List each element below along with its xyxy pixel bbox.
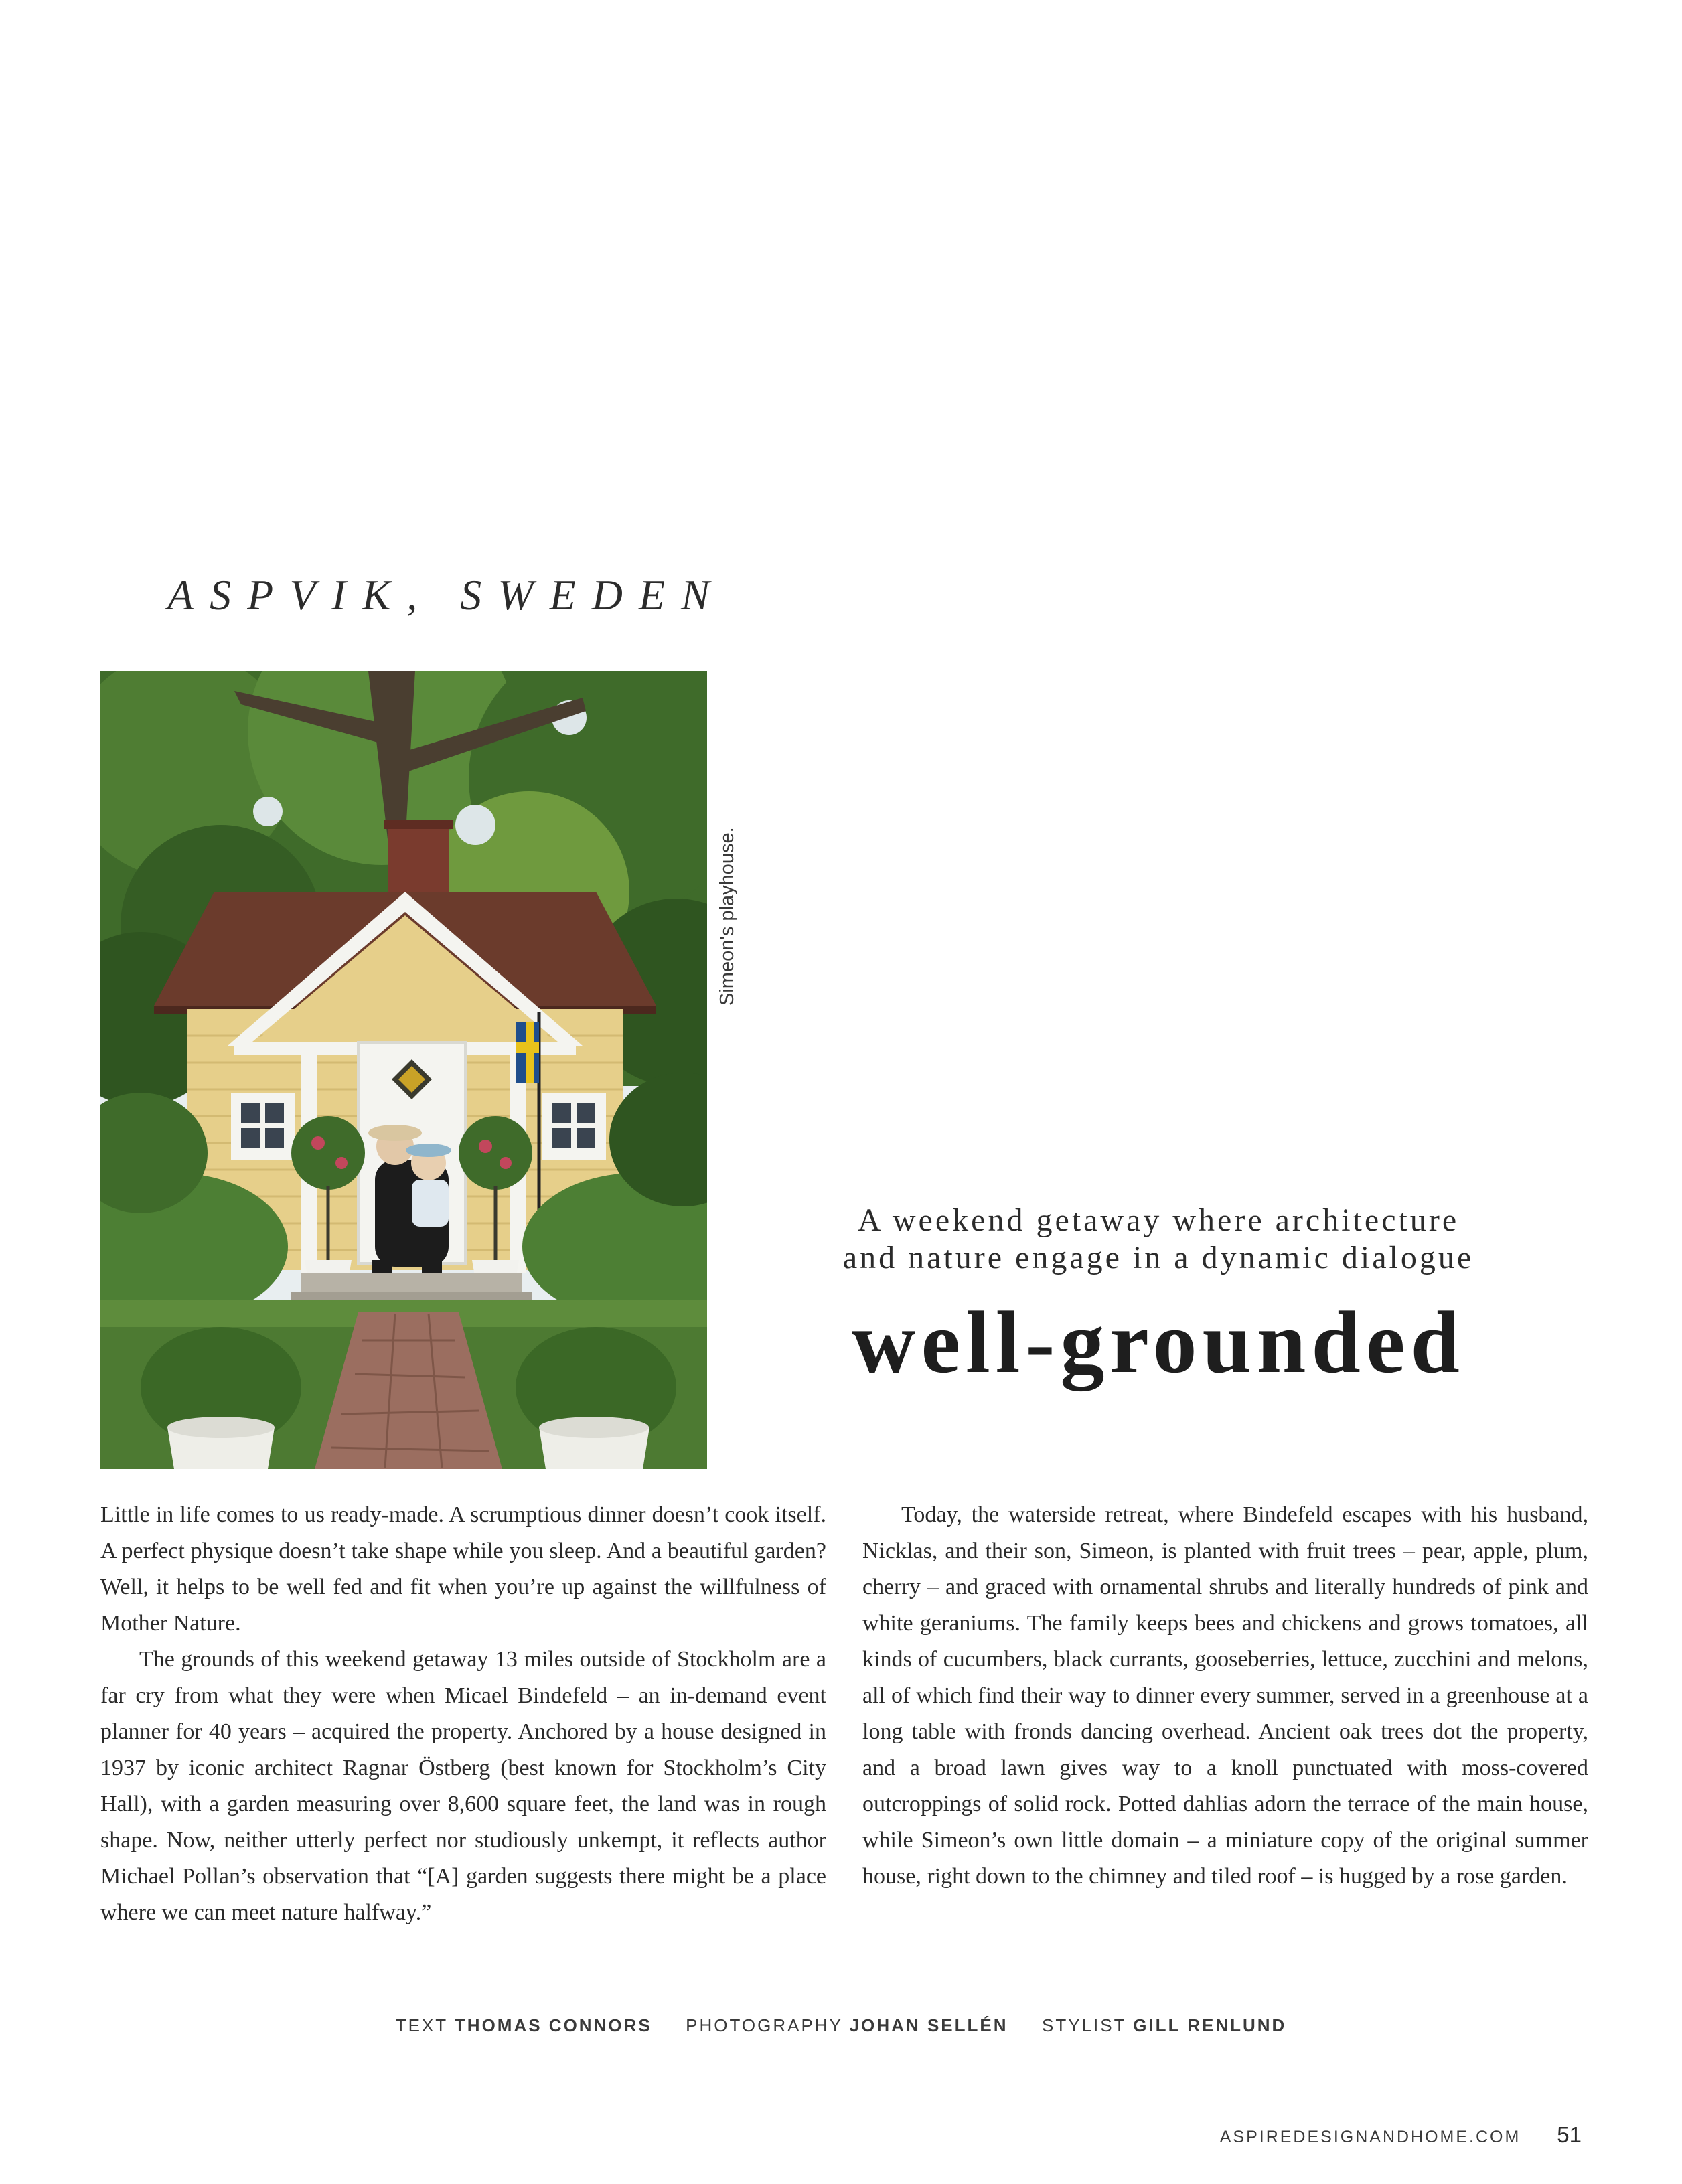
body-paragraph: The grounds of this weekend getaway 13 miles outside of Stockholm are a far cry from what they were when Micael Bindefeld – an in-demand event planner for 40 years – acquired the property. Anchored by a house designed in 1937 by iconic architect Ragnar Östberg (best known for Stockholm’s City Hall), with a garden measuring over 8,600 square feet, the land was in rough shape. Now, neither utterly perfect nor studiously unkempt, it reflects author Michael Pollan’s observation that “[A] garden suggests there might be a place where we can meet nature halfway.”: [100, 1647, 826, 1925]
body-paragraph: Today, the waterside retreat, where Bindefeld escapes with his husband, Nicklas, and their son, Simeon, is planted with fruit trees – pear, apple, plum, cherry – and graced with ornamental shrubs and literally hundreds of pink and white geraniums. The family keeps bees and chickens and grows tomatoes, all kinds of cucumbers, black currants, gooseberries, lettuce, zucchini and melons, all of which find their way to dinner every summer, served in a greenhouse at a long table with fronds dancing overhead. Ancient oak trees dot the property, and a broad lawn gives way to a knoll punctuated with moss-covered outcroppings of solid rock. Potted dahlias adorn the terrace of the main house, while Simeon’s own little domain – a miniature copy of the original summer house, right down to the chimney and tiled roof – is hugged by a rose garden.: [862, 1502, 1588, 1889]
body-column-right: [862, 1497, 1588, 1895]
footer-website: ASPIREDESIGNANDHOME.COM: [1219, 2128, 1521, 2147]
article-deck: [763, 1202, 1553, 1277]
credit-photo-label: PHOTOGRAPHY: [686, 2015, 843, 2035]
playhouse-photo: [100, 671, 707, 1469]
photo-caption: Simeon's playhouse.: [716, 827, 738, 1006]
photo-window-right: [542, 1093, 606, 1160]
credit-photo-name: JOHAN SELLÉN: [849, 2015, 1008, 2035]
credit-stylist-name: GILL RENLUND: [1133, 2015, 1287, 2035]
credit-stylist-label: STYLIST: [1041, 2015, 1126, 2035]
body-paragraph: Little in life comes to us ready-made. A scrumptious dinner doesn’t cook itself. A perfect physique doesn’t take shape while you sleep. And a beautiful garden? Well, it helps to be well fed and fit when you’re up against the willfulness of Mother Nature.: [100, 1502, 826, 1636]
page-number: 51: [1557, 2122, 1582, 2147]
photo-window-left: [231, 1093, 295, 1160]
credit-text-name: THOMAS CONNORS: [454, 2015, 652, 2035]
article-credits: [0, 2015, 1682, 2036]
credit-text-label: TEXT: [395, 2015, 448, 2035]
location-heading: ASPVIK, SWEDEN: [167, 571, 726, 619]
deck-line-1: A weekend getaway where architecture: [857, 1202, 1460, 1238]
deck-line-2: and nature engage in a dynamic dialogue: [842, 1240, 1474, 1275]
photo-steps: [301, 1273, 522, 1294]
page-footer: [1220, 2122, 1582, 2148]
article-headline: well-grounded: [852, 1293, 1465, 1391]
body-column-left: [100, 1497, 826, 1931]
photo-chimney: [388, 822, 449, 895]
